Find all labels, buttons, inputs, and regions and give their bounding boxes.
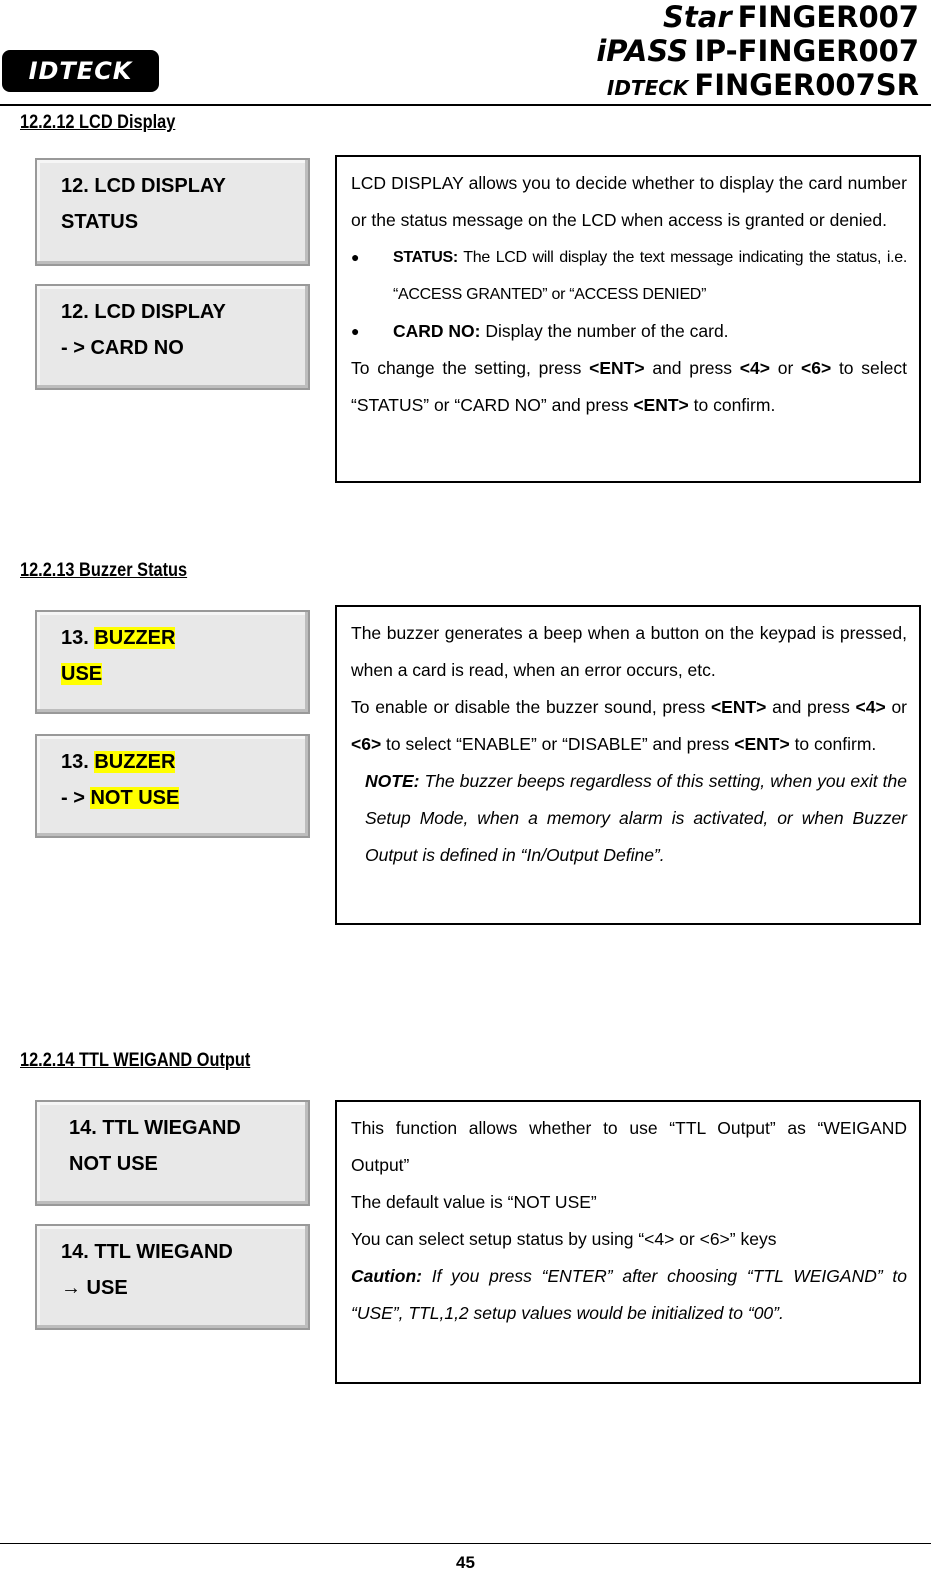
default-value-text: The default value is “NOT USE” <box>351 1192 597 1212</box>
section-heading-lcd-display: 12.2.12 LCD Display <box>20 112 176 133</box>
product-title-ip-finger007 <box>596 34 919 68</box>
bullet-icon: ● <box>351 323 360 339</box>
text-run: If you press “ENTER” after choosing “TTL WEIGAND” to “USE”, TTL,1,2 setup values would be initialized to “00”. <box>351 1266 907 1323</box>
lcd-line-2: → USE <box>61 1277 128 1299</box>
idteck-brand-mark: IDTECK <box>606 76 689 100</box>
bullet-card-no <box>351 313 907 350</box>
bullet-status <box>351 239 907 313</box>
key-4: <4> <box>739 358 770 378</box>
key-6: <6> <box>351 734 382 754</box>
text-run: or <box>885 697 908 717</box>
key-ent: <ENT> <box>589 358 645 378</box>
bullet-label: STATUS: <box>393 249 458 266</box>
text-run: to confirm. <box>688 395 776 415</box>
caution-label: Caution: <box>351 1266 422 1286</box>
lcd-screen-buzzer-use <box>35 610 310 714</box>
lcd-screen-card-no <box>35 284 310 390</box>
lcd-line-1: 12. LCD DISPLAY <box>61 175 226 197</box>
lcd-highlight: NOT USE <box>90 787 180 809</box>
lcd-line-2: - > CARD NO <box>61 337 184 359</box>
lcd-highlight: BUZZER <box>94 627 176 649</box>
text-run: to select “STATUS” or “CARD NO” and press <box>351 358 907 415</box>
header-divider <box>0 104 931 106</box>
note-label: NOTE: <box>365 771 420 791</box>
caution-text <box>351 1258 907 1332</box>
text-run: or <box>769 358 802 378</box>
lcd-arrow: - > <box>61 787 91 809</box>
lcd-line-1 <box>61 620 308 656</box>
text-run: to select “ENABLE” or “DISABLE” and press <box>381 734 735 754</box>
lcd-menu-number: 13. <box>61 627 95 649</box>
lcd-line-1: 14. TTL WIEGAND <box>61 1241 233 1263</box>
section-heading-buzzer-status: 12.2.13 Buzzer Status <box>20 560 188 581</box>
text-run: and press <box>644 358 740 378</box>
product-title-finger007sr <box>607 68 919 105</box>
bullet-icon: ● <box>351 249 360 265</box>
text-run: The buzzer beeps regardless of this setting, when you exit the Setup Mode, when a memory alarm is activated, or when Buzzer Output is defined in “In/Output Define”. <box>365 771 907 865</box>
product-name: FINGER007SR <box>694 68 919 102</box>
select-keys-text: You can select setup status by using “<4> or <6>” keys <box>351 1229 777 1249</box>
text-run: and press <box>766 697 856 717</box>
lcd-line-1: 12. LCD DISPLAY <box>61 301 226 323</box>
bullet-label: CARD NO: <box>393 321 481 341</box>
lcd-line-1: 14. TTL WIEGAND <box>69 1117 241 1139</box>
product-name: FINGER007 <box>737 0 919 34</box>
lcd-menu-number: 13. <box>61 751 95 773</box>
product-title-star-finger007 <box>663 0 919 34</box>
lcd-line-2: STATUS <box>61 211 139 233</box>
lcd-line-2 <box>61 656 308 692</box>
lcd-screen-status <box>35 158 310 266</box>
page-number: 45 <box>456 1553 475 1572</box>
lcd-highlight: BUZZER <box>94 751 176 773</box>
lcd-line-2 <box>61 780 308 816</box>
lcd-screen-ttl-use <box>35 1224 310 1330</box>
lcd-highlight: USE <box>61 663 103 685</box>
star-brand-mark: Star <box>663 0 732 34</box>
description-box-buzzer-status <box>335 605 921 925</box>
key-4: <4> <box>855 697 886 717</box>
key-6: <6> <box>801 358 832 378</box>
key-ent: <ENT> <box>633 395 689 415</box>
key-ent: <ENT> <box>710 697 767 717</box>
lcd-screen-ttl-not-use <box>35 1100 310 1206</box>
lcd-screen-buzzer-not-use <box>35 734 310 838</box>
bullet-text: Display the number of the card. <box>480 321 729 341</box>
intro-text: The buzzer generates a beep when a button on the keypad is pressed, when a card is read, when an error occurs, etc. <box>351 623 907 680</box>
footer-divider <box>0 1543 931 1544</box>
lcd-line-1 <box>61 744 308 780</box>
note-text <box>351 763 907 874</box>
lcd-line-2: NOT USE <box>69 1153 158 1175</box>
text-run: To enable or disable the buzzer sound, press <box>351 697 711 717</box>
function-text: This function allows whether to use “TTL Output” as “WEIGAND Output” <box>351 1118 907 1175</box>
instruction-text <box>351 350 907 424</box>
idteck-logo: IDTECK <box>2 50 159 92</box>
text-run: To change the setting, press <box>351 358 590 378</box>
section-heading-ttl-weigand: 12.2.14 TTL WEIGAND Output <box>20 1050 251 1071</box>
product-name: IP-FINGER007 <box>694 34 919 68</box>
ipass-brand-mark: iPASS <box>596 34 689 68</box>
key-ent: <ENT> <box>734 734 790 754</box>
text-run: to confirm. <box>789 734 877 754</box>
description-box-lcd-display <box>335 155 921 483</box>
description-box-ttl-weigand <box>335 1100 921 1384</box>
bullet-text: The LCD will display the text message indicating the status, i.e. “ACCESS GRANTED” or “ACCESS DENIED” <box>393 249 907 303</box>
intro-text: LCD DISPLAY allows you to decide whether to display the card number or the status message on the LCD when access is granted or denied. <box>351 173 907 230</box>
instruction-text <box>351 689 907 763</box>
